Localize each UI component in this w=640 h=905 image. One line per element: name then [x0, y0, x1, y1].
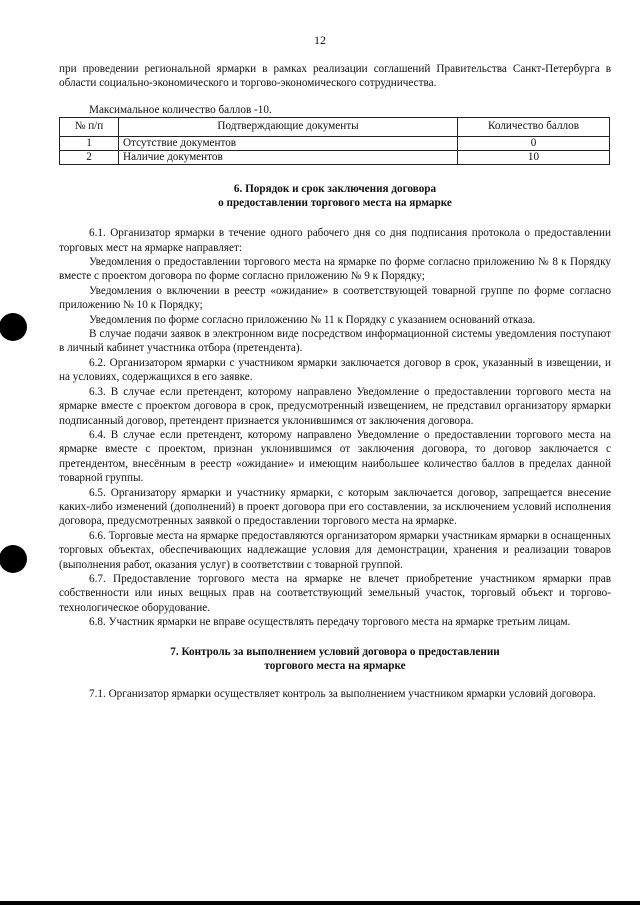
paragraph-notice-3: Уведомления по форме согласно приложению № 11 к Порядку с указанием оснований отказа. [89, 313, 536, 326]
punch-hole [0, 545, 27, 573]
paragraph-6-4: 6.4. В случае если претендент, которому направлено Уведомление о предоставлении торгового места на ярмарке вместе с проектом, признан уклонившимся от заключения договора, то договор заключается с претендентом, внесённым в реестр «ожидание» и имеющим наибольшее количество баллов в пределах данной товарной группы. [59, 428, 611, 485]
punch-hole [0, 313, 27, 341]
table-row [60, 137, 610, 151]
paragraph-6-1: 6.1. Организатор ярмарки в течение одного рабочего дня со дня подписания протокола о предоставлении торговых мест на ярмарке направляет: [59, 227, 611, 254]
paragraph-6-6: 6.6. Торговые места на ярмарке предоставляются организатором ярмарки участникам ярмарки в оснащенных торговых объектах, обеспечивающих надлежащие условия для демонстрации, хранения и реализации товаров (выполнения работ, оказания услуг) в соответствии с товарной группой. [59, 529, 611, 571]
paragraph-7-1: 7.1. Организатор ярмарки осуществляет контроль за выполнением участником ярмарки условий договора. [89, 687, 596, 700]
section-7-heading [59, 645, 611, 673]
intro-paragraph: при проведении региональной ярмарки в рамках реализации соглашений Правительства Санкт-Петербурга в области социально-экономического и торгово-экономического сотрудничества. [59, 63, 611, 90]
section-6-title-line1: 6. Порядок и срок заключения договора [233, 183, 437, 196]
column-header: Подтверждающие документы [119, 118, 458, 137]
table-cell: 1 [60, 137, 119, 151]
section-7-title-line1: 7. Контроль за выполнением условий договора о предоставлении [170, 645, 500, 658]
table-cell: 10 [458, 151, 610, 165]
column-header: Количество баллов [458, 118, 610, 137]
column-header: № п/п [60, 118, 119, 137]
paragraph-6-8: 6.8. Участник ярмарки не вправе осуществлять передачу торгового места на ярмарке третьим лицам. [89, 616, 571, 629]
max-points-text: Максимальное количество баллов -10. [89, 103, 272, 116]
points-table [59, 117, 610, 165]
scan-edge [0, 901, 640, 905]
paragraph-notice-2: Уведомления о включении в реестр «ожидание» в соответствующей товарной группе по форме согласно приложению № 10 к Порядку; [59, 284, 611, 312]
paragraph-notice-1: Уведомления о предоставлении торгового места на ярмарке по форме согласно приложению № 8 к Порядку вместе с проектом договора по форме согласно приложению № 9 к Порядку; [59, 256, 611, 283]
page-number: 12 [314, 33, 326, 47]
section-7-title-line2: торгового места на ярмарке [264, 659, 406, 672]
table-header-row [60, 118, 610, 137]
paragraph-6-3: 6.3. В случае если претендент, которому направлено Уведомление о предоставлении торгового места на ярмарке вместе с проектом договора в срок, предусмотренный извещением, не представил организатору ярмарки подписанный договор, претендент признается уклонившимся от заключения договора. [59, 385, 611, 427]
section-6-heading [59, 182, 611, 210]
table-row [60, 151, 610, 165]
table-cell: Отсутствие документов [119, 137, 458, 151]
table-cell: 0 [458, 137, 610, 151]
paragraph-electronic: В случае подачи заявок в электронном виде посредством информационной системы уведомления поступают в личный кабинет участника отбора (претендента). [59, 328, 611, 355]
paragraph-6-2: 6.2. Организатором ярмарки с участником ярмарки заключается договор в срок, указанный в извещении, и на условиях, содержащихся в его заявке. [59, 356, 611, 384]
paragraph-6-5: 6.5. Организатору ярмарки и участнику ярмарки, с которым заключается договор, запрещается внесение каких-либо изменений (дополнений) в проект договора при его составлении, за исключением условий исполнения договора, предусмотренных заявкой о предоставлении торгового места на ярмарке. [59, 486, 611, 528]
paragraph-6-7: 6.7. Предоставление торгового места на ярмарке не влечет приобретение участником ярмарки прав собственности или иных вещных прав на соответствующий земельный участок, торговый объект и торгово-технологическое оборудование. [59, 572, 611, 614]
table-cell: Наличие документов [119, 151, 458, 165]
table-cell: 2 [60, 151, 119, 165]
document-body [59, 62, 611, 701]
section-6-title-line2: о предоставлении торгового места на ярмарке [218, 197, 452, 210]
